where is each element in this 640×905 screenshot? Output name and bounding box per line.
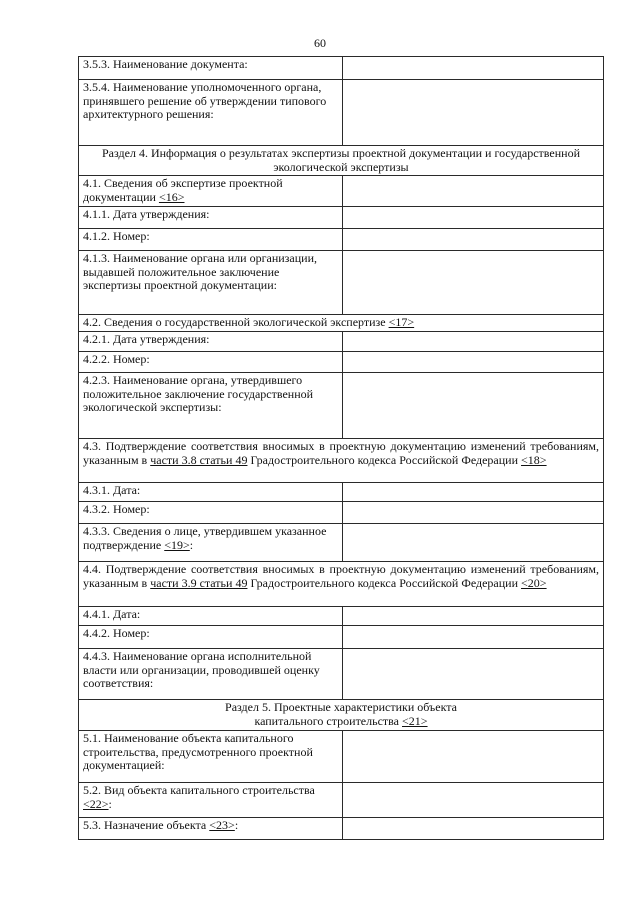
table-row	[79, 315, 604, 332]
table-row	[79, 251, 604, 315]
row-label-3-5-3: 3.5.3. Наименование документа:	[79, 57, 343, 80]
value-cell-4-2-2	[343, 352, 604, 373]
row-label-4-4-1: 4.4.1. Дата:	[79, 607, 343, 626]
table-row	[79, 483, 604, 502]
label-text: 4.2. Сведения о государственной экологической экспертизе	[83, 315, 389, 329]
value-cell-4-1-1	[343, 207, 604, 229]
label-text: Раздел 5. Проектные характеристики объекта капитального строительства	[225, 700, 457, 728]
footnote-ref-22[interactable]: <22>	[83, 796, 109, 811]
value-cell-4-2-1	[343, 332, 604, 352]
table-row	[79, 731, 604, 783]
label-text: 4.3.3. Сведения о лице, утвердившем указанное подтверждение	[83, 524, 327, 552]
label-text: Градостроительного кодекса Российской Федерации	[247, 452, 522, 467]
section-row	[79, 146, 604, 176]
row-label-4-1-3: 4.1.3. Наименование органа или организации, выдавшей положительное заключение экспертизы проектной документации:	[79, 251, 343, 315]
value-cell-5-2	[343, 783, 604, 818]
table-row	[79, 607, 604, 626]
value-cell-4-1	[343, 176, 604, 207]
row-label-4-1-2: 4.1.2. Номер:	[79, 229, 343, 251]
section-5-title	[79, 700, 604, 731]
section-4-title: Раздел 4. Информация о результатах экспертизы проектной документации и государственной экологической экспертизы	[79, 146, 604, 176]
row-label-4-2	[79, 315, 604, 332]
table-row	[79, 524, 604, 562]
label-text: :	[234, 818, 239, 832]
row-label-4-3-3	[79, 524, 343, 562]
value-cell-5-3	[343, 818, 604, 840]
row-label-4-2-3: 4.2.3. Наименование органа, утвердившего положительное заключение государственной экологической экспертизы:	[79, 373, 343, 439]
table-row	[79, 373, 604, 439]
row-label-4-3	[79, 439, 604, 483]
value-cell-3-5-4	[343, 80, 604, 146]
footnote-ref-17[interactable]: <17>	[388, 315, 415, 329]
footnote-ref-18[interactable]: <18>	[521, 452, 547, 467]
footnote-ref-23[interactable]: <23>	[209, 818, 235, 832]
value-cell-4-4-3	[343, 649, 604, 700]
table-row	[79, 818, 604, 840]
table-row	[79, 649, 604, 700]
label-text: :	[189, 537, 194, 552]
page-number: 60	[314, 36, 326, 50]
table-row	[79, 626, 604, 649]
row-label-4-4	[79, 562, 604, 607]
label-text: 5.3. Назначение объекта	[83, 818, 210, 832]
section-row	[79, 700, 604, 731]
law-link-3-9[interactable]: части 3.9 статьи 49	[150, 575, 248, 590]
row-label-4-1	[79, 176, 343, 207]
label-text: 4.3. Подтверждение соответствия вносимых в проектную документацию изменений требованиям, указанным в	[83, 439, 599, 467]
row-label-4-4-2: 4.4.2. Номер:	[79, 626, 343, 649]
value-cell-4-4-2	[343, 626, 604, 649]
table-row	[79, 80, 604, 146]
table-row	[79, 439, 604, 483]
table-row	[79, 207, 604, 229]
law-link-3-8[interactable]: части 3.8 статьи 49	[150, 452, 248, 467]
footnote-ref-19[interactable]: <19>	[164, 537, 190, 552]
table-row	[79, 502, 604, 524]
table-row	[79, 352, 604, 373]
row-label-3-5-4: 3.5.4. Наименование уполномоченного органа, принявшего решение об утверждении типового архитектурного решения:	[79, 80, 343, 146]
value-cell-4-1-2	[343, 229, 604, 251]
form-table	[78, 56, 604, 840]
row-label-5-3	[79, 818, 343, 840]
table-row	[79, 783, 604, 818]
label-text: 4.4. Подтверждение соответствия вносимых в проектную документацию изменений требованиям, указанным в	[83, 562, 599, 590]
table-row	[79, 229, 604, 251]
row-label-5-2	[79, 783, 343, 818]
table-row	[79, 562, 604, 607]
row-label-4-3-1: 4.3.1. Дата:	[79, 483, 343, 502]
value-cell-3-5-3	[343, 57, 604, 80]
label-text: Градостроительного кодекса Российской Федерации	[247, 575, 522, 590]
footnote-ref-16[interactable]: <16>	[158, 189, 185, 204]
label-text: 4.1. Сведения об экспертизе проектной документации	[83, 176, 283, 204]
table-row	[79, 176, 604, 207]
label-text: 5.2. Вид объекта капитального строительства	[83, 783, 315, 797]
value-cell-4-4-1	[343, 607, 604, 626]
value-cell-4-3-1	[343, 483, 604, 502]
value-cell-4-3-2	[343, 502, 604, 524]
row-label-4-3-2: 4.3.2. Номер:	[79, 502, 343, 524]
value-cell-4-2-3	[343, 373, 604, 439]
table-row	[79, 332, 604, 352]
row-label-4-1-1: 4.1.1. Дата утверждения:	[79, 207, 343, 229]
row-label-4-2-1: 4.2.1. Дата утверждения:	[79, 332, 343, 352]
table-row	[79, 57, 604, 80]
row-label-4-2-2: 4.2.2. Номер:	[79, 352, 343, 373]
footnote-ref-21[interactable]: <21>	[402, 713, 428, 728]
row-label-5-1: 5.1. Наименование объекта капитального строительства, предусмотренного проектной документацией:	[79, 731, 343, 783]
value-cell-5-1	[343, 731, 604, 783]
row-label-4-4-3: 4.4.3. Наименование органа исполнительной власти или организации, проводившей оценку соответствия:	[79, 649, 343, 700]
label-text: :	[108, 796, 112, 811]
value-cell-4-1-3	[343, 251, 604, 315]
value-cell-4-3-3	[343, 524, 604, 562]
footnote-ref-20[interactable]: <20>	[521, 575, 547, 590]
